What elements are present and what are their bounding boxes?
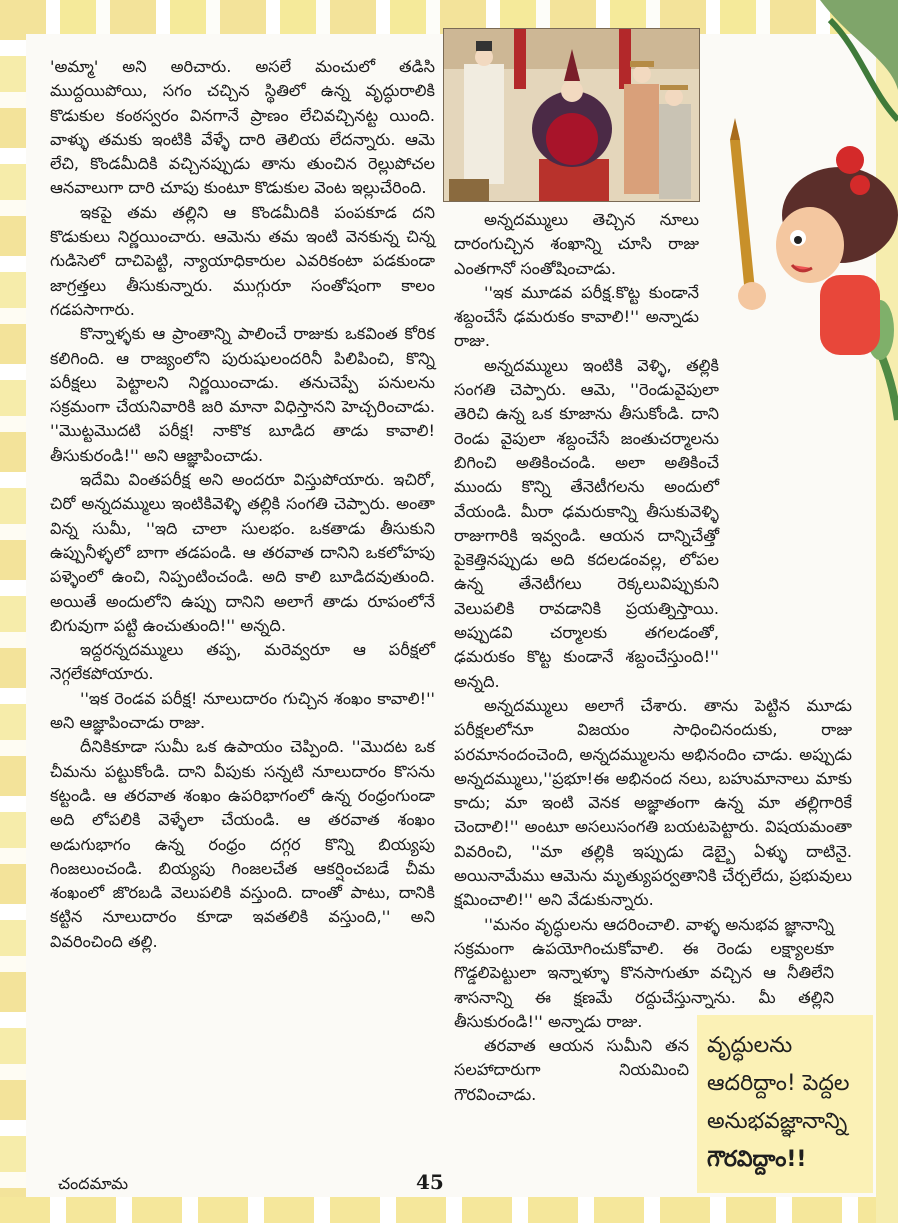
callout-line: గౌరవిద్దాం!! <box>707 1147 807 1172</box>
king-court-scene-icon <box>444 29 699 201</box>
callout-line: అనుభవజ్ఞానాన్ని <box>707 1109 848 1134</box>
decorative-bottom-border <box>0 1197 898 1223</box>
callout-text <box>707 1027 867 1179</box>
moral-callout-box <box>697 1015 873 1193</box>
paragraph: అన్నదమ్ములు ఇంటికి వెళ్ళి, తల్లికి సంగతి చెప్పారు. ఆమె, ''రెండువైపులా తెరిచి ఉన్న ఒక కూజాను తీసుకోండి. దాని రెండు వైపులా శబ్దంచేసే జంతుచర్మాలను బిగించి అతికించండి. అలా అతికించే ముందు కొన్ని తేనెటీగలను అందులో వేయండి. మీరా ఢమరుకాన్ని తీసుకువెళ్ళి రాజుగారికి ఇవ్వండి. ఆయన దాన్నిచేత్తో పైకెత్తినప్పుడు అది కదలడంవల్ల, లోపల ఉన్న తేనెటీగలు రెక్కలువిప్పుకుని వెలుపలికి రావడానికి ప్రయత్నిస్తాయి. అప్పుడవి చర్మాలకు తగలడంతో, ఢమరుకం కొట్ట కుండానే శబ్దంచేస్తుంది!'' అన్నది. <box>454 355 719 691</box>
paragraph: ఇకపై తమ తల్లిని ఆ కొండమీదికి పంపకూడ దని కొడుకులు నిర్ణయించారు. ఆమెను తమ ఇంటి వెనకున్న చిన్న గుడిసెలో దాచిపెట్టి, న్యాయాధికారుల ఎవరికంటా పడకుండా జాగ్రత్తలు తీసుకున్నారు. ముగ్గురూ సంతోషంగా కాలం గడపసాగారు. <box>50 202 435 319</box>
paragraph: దీనికికూడా సుమీ ఒక ఉపాయం చెప్పింది. ''మొదట ఒక చీమను పట్టుకోండి. దాని వీపుకు సన్నటి నూలుదారం కొసను కట్టండి. ఆ తరవాత శంఖం ఉపరిభాగంలో ఉన్న రంధ్రంగుండా అది లోపలికి వెళ్ళేలా చేయండి. ఆ తరవాత శంఖం అడుగుభాగం ఉన్న రంధ్రం దగ్గర కొన్ని బియ్యపు గింజలుంచండి. బియ్యపు గింజలచేత ఆకర్షించబడే చీమ శంఖంలో జొరబడి వెలుపలికి వస్తుంది. దాంతో పాటు, దానికి కట్టిన నూలుదారం కూడా ఇవతలికి వస్తుంది,'' అని వివరించింది తల్లి. <box>50 737 435 951</box>
paragraph: అన్నదమ్ములు తెచ్చిన నూలు దారంగుచ్చిన శంఖాన్ని చూసి రాజు ఎంతగానో సంతోషించాడు. <box>454 210 699 278</box>
paragraph: ఇద్దరన్నదమ్ములు తప్ప, మరెవ్వరూ ఆ పరీక్షలో నెగ్గలేకపోయారు. <box>50 640 435 684</box>
paragraph: ''మనం వృద్ధులను ఆదరించాలి. వాళ్ళ అనుభవ జ్ఞానాన్ని సక్రమంగా ఉపయోగించుకోవాలి. ఈ రెండు లక్ష్యాలకూ గొడ్డలిపెట్టులా ఇన్నాళ్ళూ కొనసాగుతూ వచ్చిన ఆ నీతిలేని శాసనాన్ని ఈ క్షణమే రద్దుచేస్తున్నాను. మీ తల్లిని తీసుకురండి!'' అన్నాడు రాజు. <box>454 914 834 1031</box>
decorative-left-border <box>0 0 26 1223</box>
paragraph: అన్నదమ్ములు అలాగే చేశారు. తాను పెట్టిన మూడు పరీక్షలలోనూ విజయం సాధించినందుకు, రాజు పరమానందంచెంది, అన్నదమ్ములను అభినందిం చాడు. అప్పుడు అన్నదమ్ములు,''ప్రభూ!ఈ అభినంద నలు, బహుమానాలు మాకు కాదు; మా ఇంటి వెనక అజ్ఞాతంగా ఉన్న మా తల్లిగారికే చెందాలి!'' అంటూ అసలుసంగతి బయటపెట్టారు. విషయమంతా వివరించి, ''మా తల్లికి ఇప్పుడు డెబ్బై ఏళ్ళు దాటినై. అయినామేము ఆమెను మృత్యుపర్వతానికి చేర్చలేదు, ప్రభువులు క్షమించాలి!'' అని వేడుకున్నారు. <box>454 695 852 910</box>
magazine-name: చందమామ <box>58 1174 129 1193</box>
paragraph: 'అమ్మా' అని అరిచారు. అసలే మంచులో తడిసి ముద్దయిపోయి, సగం చచ్చిన స్థితిలో ఉన్న వృద్ధురాలికి కొడుకుల కంఠస్వరం వినగానే ప్రాణం లేచివచ్చినట్ట యింది. వాళ్ళు తమకు ఇంటికి వేళ్ళే దారి తెలియ లేదన్నారు. ఆమె లేచి, కొండమీదికి వచ్చినప్పుడు తాను తుంచిన రెల్లుపోచల ఆనవాలుగా దారి చూపు కుంటూ కొడుకుల వెంట ఇల్లుచేరింది. <box>50 57 435 198</box>
callout-line: ఆదరిద్దాం! పెద్దల <box>707 1071 850 1096</box>
paragraph: కొన్నాళ్ళకు ఆ ప్రాంతాన్ని పాలించే రాజుకు ఒకవింత కోరిక కలిగింది. ఆ రాజ్యంలోని పురుషులందరినీ పిలిపించి, కొన్ని పరీక్షలు పెట్టాలని నిర్ణయించాడు. తనుచెప్పే పనులను సక్రమంగా చేయనివారికి జరి మానా విధిస్తానని హెచ్చరించాడు. ''మొట్టమొదటి పరీక్ష! నాకొక బూడిద తాడు కావాలి! తీసుకురండి!'' అని ఆజ్ఞాపించాడు. <box>50 324 435 465</box>
left-text-column <box>50 55 435 954</box>
right-text-column <box>454 208 852 1107</box>
paragraph: ఇదేమి వింతపరీక్ష అని అందరూ విస్తుపోయారు. ఇచిరో, చిరో అన్నదమ్ములు ఇంటికివెళ్ళి తల్లికి సంగతి చెప్పారు. అంతా విన్న సుమీ, ''ఇది చాలా సులభం. ఒకతాడు తీసుకుని ఉప్పునీళ్ళలో బాగా తడపండి. ఆ తరవాత దానిని ఒకలోహపు పళ్ళెంలో ఉంచి, నిప్పంటించండి. అది కాలి బూడిదవుతుంది. అయితే అందులోని ఉప్పు దానిని అలాగే తాడు రూపంలోనే బిగువుగా పట్టి ఉంచుతుంది!'' అన్నది. <box>50 470 435 635</box>
paragraph: తరవాత ఆయన సుమీని తన సలహాదారుగా నియమించి గౌరవించాడు. <box>454 1036 689 1104</box>
page-number: 45 <box>416 1170 444 1194</box>
paragraph: ''ఇక మూడవ పరీక్ష.కొట్ట కుండానే శబ్దంచేసే ఢమరుకం కావాలి!'' అన్నాడు రాజు. <box>454 282 699 351</box>
paragraph: ''ఇక రెండవ పరీక్ష! నూలుదారం గుచ్చిన శంఖం కావాలి!'' అని ఆజ్ఞాపించాడు రాజు. <box>50 688 435 733</box>
callout-line: వృద్ధులను <box>707 1033 793 1058</box>
king-court-illustration <box>443 28 700 202</box>
